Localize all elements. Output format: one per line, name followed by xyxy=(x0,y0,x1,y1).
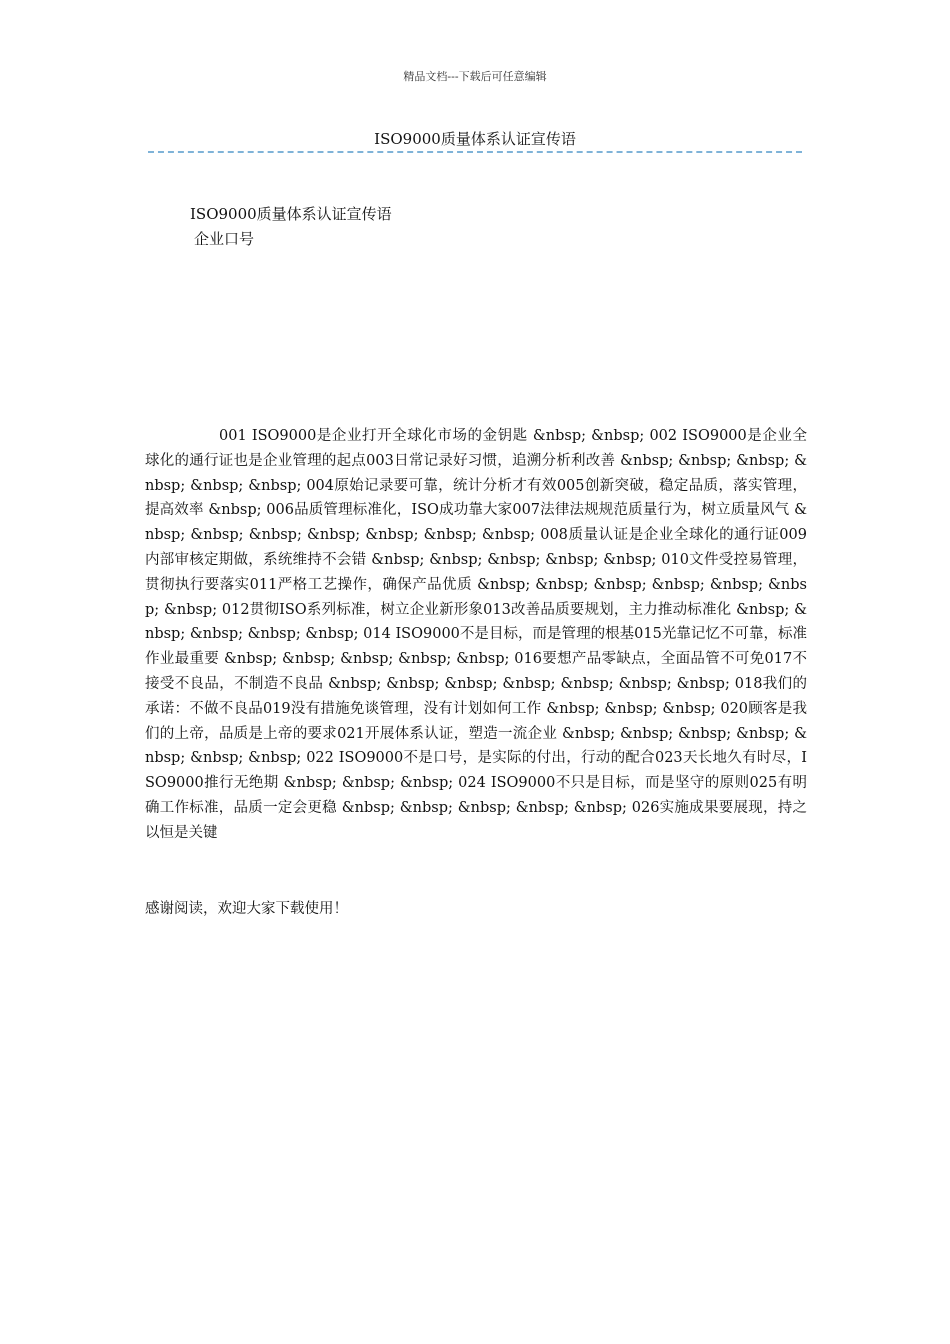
subtitle-block xyxy=(190,202,392,252)
document-subtitle: ISO9000质量体系认证宣传语 xyxy=(190,205,392,223)
header-note: 精品文档---下载后可任意编辑 xyxy=(403,70,547,83)
body-paragraph: 001 ISO9000是企业打开全球化市场的金钥匙 &nbsp; &nbsp; 002 ISO9000是企业全球化的通行证也是企业管理的起点003日常记录好习惯，追溯分析利改善 &nbsp; &nbsp; &nbsp; &nbsp; &nbsp; &nbsp; 004原始记录要可靠，统计分析才有效005创新突破，稳定品质，落实管理，提高效率 &nbsp; 006品质管理标准化，ISO成功靠大家007法律法规规范质量行为，树立质量风气 &nbsp; &nbsp; &nbsp; &nbsp; &nbsp; &nbsp; &nbsp; 008质量认证是企业全球化的通行证009内部审核定期做，系统维持不会错 &nbsp; &nbsp; &nbsp; &nbsp; &nbsp; 010文件受控易管理，贯彻执行要落实011严格工艺操作，确保产品优质 &nbsp; &nbsp; &nbsp; &nbsp; &nbsp; &nbsp; &nbsp; 012贯彻ISO系列标准，树立企业新形象013改善品质要规划，主力推动标准化 &nbsp; &nbsp; &nbsp; &nbsp; &nbsp; 014 ISO9000不是目标，而是管理的根基015光靠记忆不可靠，标准作业最重要 &nbsp; &nbsp; &nbsp; &nbsp; &nbsp; 016要想产品零缺点，全面品管不可免017不接受不良品，不制造不良品 &nbsp; &nbsp; &nbsp; &nbsp; &nbsp; &nbsp; &nbsp; 018我们的承诺：不做不良品019没有措施免谈管理，没有计划如何工作 &nbsp; &nbsp; &nbsp; 020顾客是我们的上帝，品质是上帝的要求021开展体系认证，塑造一流企业 &nbsp; &nbsp; &nbsp; &nbsp; &nbsp; &nbsp; &nbsp; 022 ISO9000不是口号，是实际的付出，行动的配合023天长地久有时尽，ISO9000推行无绝期 &nbsp; &nbsp; &nbsp; 024 ISO9000不只是目标，而是坚守的原则025有明确工作标准，品质一定会更稳 &nbsp; &nbsp; &nbsp; &nbsp; &nbsp; 026实施成果要展现，持之以恒是关键 xyxy=(145,428,807,841)
title-divider xyxy=(148,151,802,153)
page-title: ISO9000质量体系认证宣传语 xyxy=(374,130,576,148)
closing-line: 感谢阅读，欢迎大家下载使用！ xyxy=(145,901,348,917)
document-subheading: 企业口号 xyxy=(194,230,255,248)
